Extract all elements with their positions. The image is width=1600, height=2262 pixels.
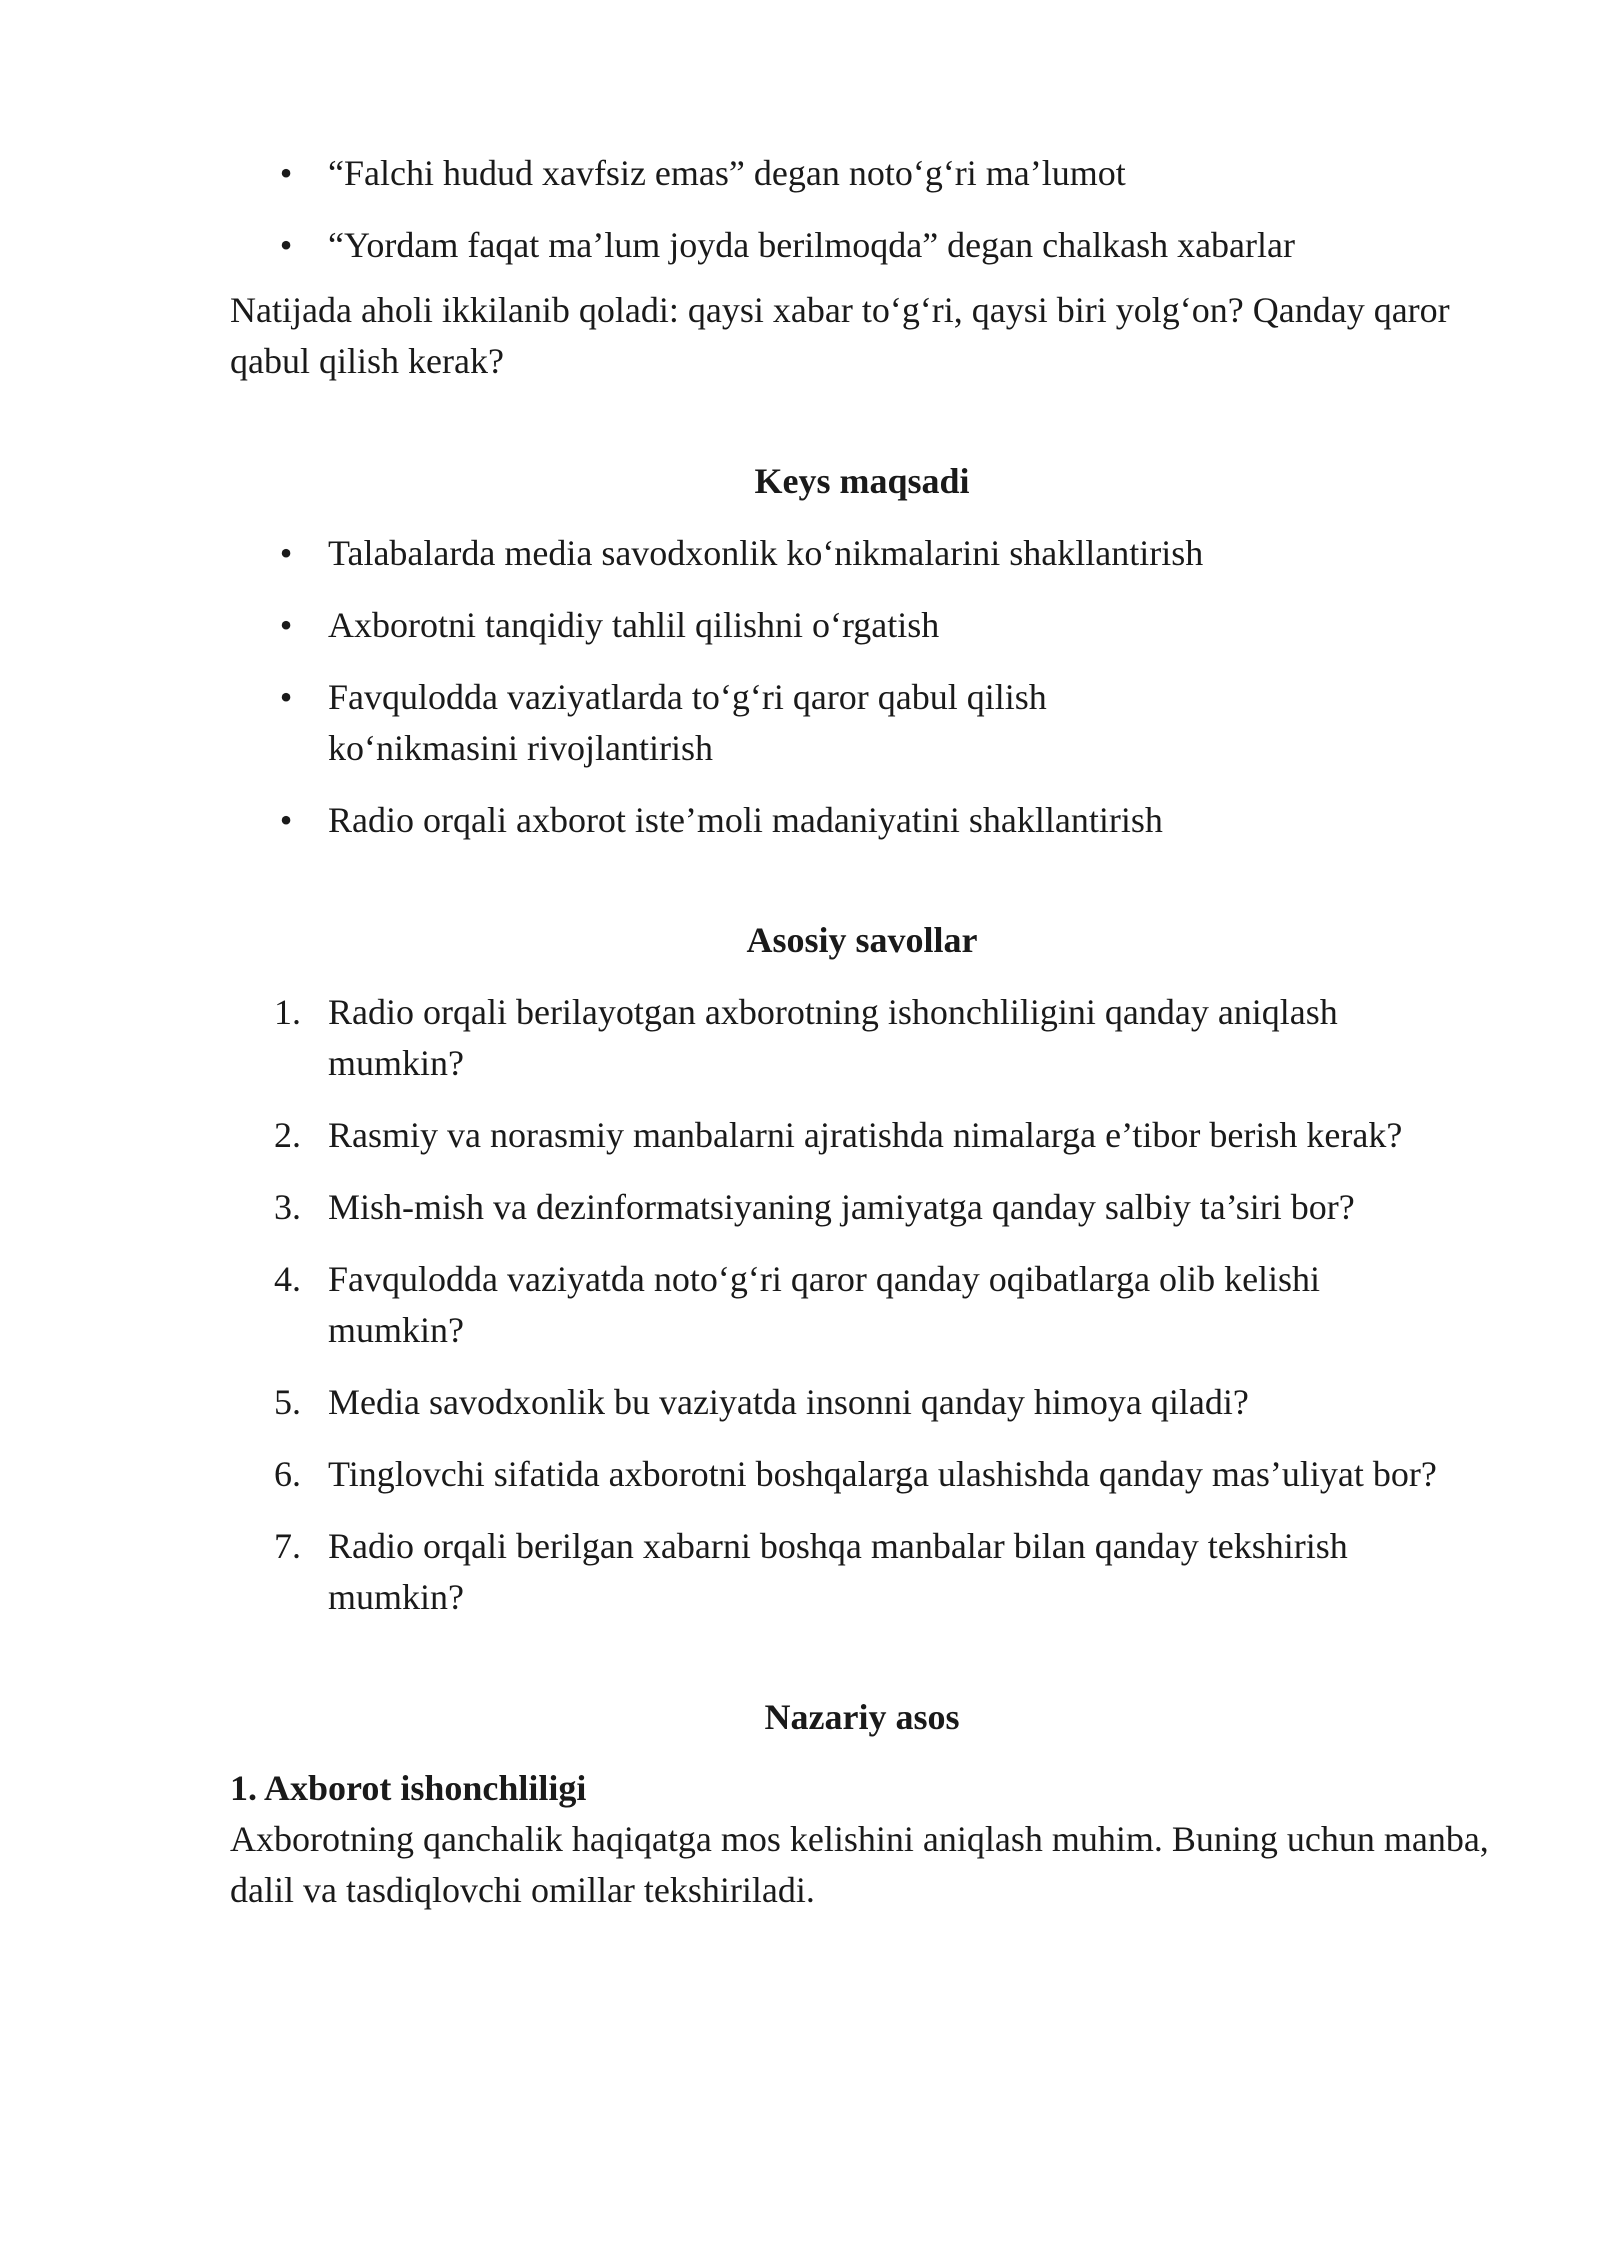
list-item-text: Favqulodda vaziyatda noto‘g‘ri qaror qanday oqibatlarga olib kelishi mumkin? [328, 1259, 1321, 1350]
list-item-text: Axborotni tanqidiy tahlil qilishni o‘rgatish [328, 605, 940, 645]
list-item-text: Mish-mish va dezinformatsiyaning jamiyatga qanday salbiy ta’siri bor? [328, 1187, 1355, 1227]
list-item-text: Media savodxonlik bu vaziyatda insonni qanday himoya qiladi? [328, 1382, 1249, 1422]
list-item [230, 795, 1530, 846]
list-item-text: Rasmiy va norasmiy manbalarni ajratishda nimalarga e’tibor berish kerak? [328, 1115, 1403, 1155]
list-item [230, 1110, 1530, 1161]
list-item-text: Radio orqali axborot iste’moli madaniyatini shakllantirish [328, 800, 1163, 840]
questions-numbered-list [230, 987, 1530, 1623]
list-item [230, 528, 1530, 579]
list-number: 4. [274, 1259, 301, 1299]
list-item-text: Talabalarda media savodxonlik ko‘nikmalarini shakllantirish [328, 533, 1204, 573]
theory-paragraph: Axborotning qanchalik haqiqatga mos kelishini aniqlash muhim. Buning uchun manba, dalil va tasdiqlovchi omillar tekshiriladi. [230, 1819, 1489, 1910]
list-number: 6. [274, 1454, 301, 1494]
list-item-text: Radio orqali berilayotgan axborotning ishonchliligini qanday aniqlash mumkin? [328, 992, 1338, 1083]
list-number: 3. [274, 1187, 301, 1227]
list-item-text: “Yordam faqat ma’lum joyda berilmoqda” degan chalkash xabarlar [328, 225, 1295, 265]
section-heading-questions: Asosiy savollar [746, 920, 978, 960]
subsection-heading: 1. Axborot ishonchliligi [230, 1768, 587, 1808]
list-item [230, 987, 1530, 1089]
list-item-text: “Falchi hudud xavfsiz emas” degan noto‘g‘ri ma’lumot [328, 153, 1126, 193]
list-item [230, 600, 1530, 651]
list-item [230, 672, 1530, 774]
spacer [230, 867, 1530, 915]
list-number: 1. [274, 992, 301, 1032]
spacer [230, 1644, 1530, 1692]
list-item [230, 1521, 1530, 1623]
bullet-marker: • [279, 533, 293, 573]
goals-bullet-list [230, 528, 1530, 846]
bullet-marker: • [279, 225, 293, 265]
bullet-marker: • [279, 153, 293, 193]
section-heading-goals: Keys maqsadi [754, 461, 970, 501]
list-item [230, 1254, 1530, 1356]
list-item [230, 1182, 1530, 1233]
bullet-marker: • [279, 800, 293, 840]
intro-bullet-list [230, 148, 1530, 271]
list-item-text: Tinglovchi sifatida axborotni boshqalarga ulashishda qanday mas’uliyat bor? [328, 1454, 1437, 1494]
list-number: 7. [274, 1526, 301, 1566]
spacer [230, 387, 1530, 456]
list-item [230, 220, 1530, 271]
intro-paragraph: Natijada aholi ikkilanib qoladi: qaysi xabar to‘g‘ri, qaysi biri yolg‘on? Qanday qaror qabul qilish kerak? [230, 290, 1450, 381]
list-item-text: Radio orqali berilgan xabarni boshqa manbalar bilan qanday tekshirish mumkin? [328, 1526, 1348, 1617]
list-item [230, 148, 1530, 199]
list-item [230, 1377, 1530, 1428]
list-number: 2. [274, 1115, 301, 1155]
list-item-text: Favqulodda vaziyatlarda to‘g‘ri qaror qabul qilish ko‘nikmasini rivojlantirish [328, 677, 1047, 768]
list-number: 5. [274, 1382, 301, 1422]
bullet-marker: • [279, 605, 293, 645]
section-heading-theory: Nazariy asos [764, 1697, 960, 1737]
bullet-marker: • [279, 677, 293, 717]
list-item [230, 1449, 1530, 1500]
document-page [230, 148, 1530, 1916]
